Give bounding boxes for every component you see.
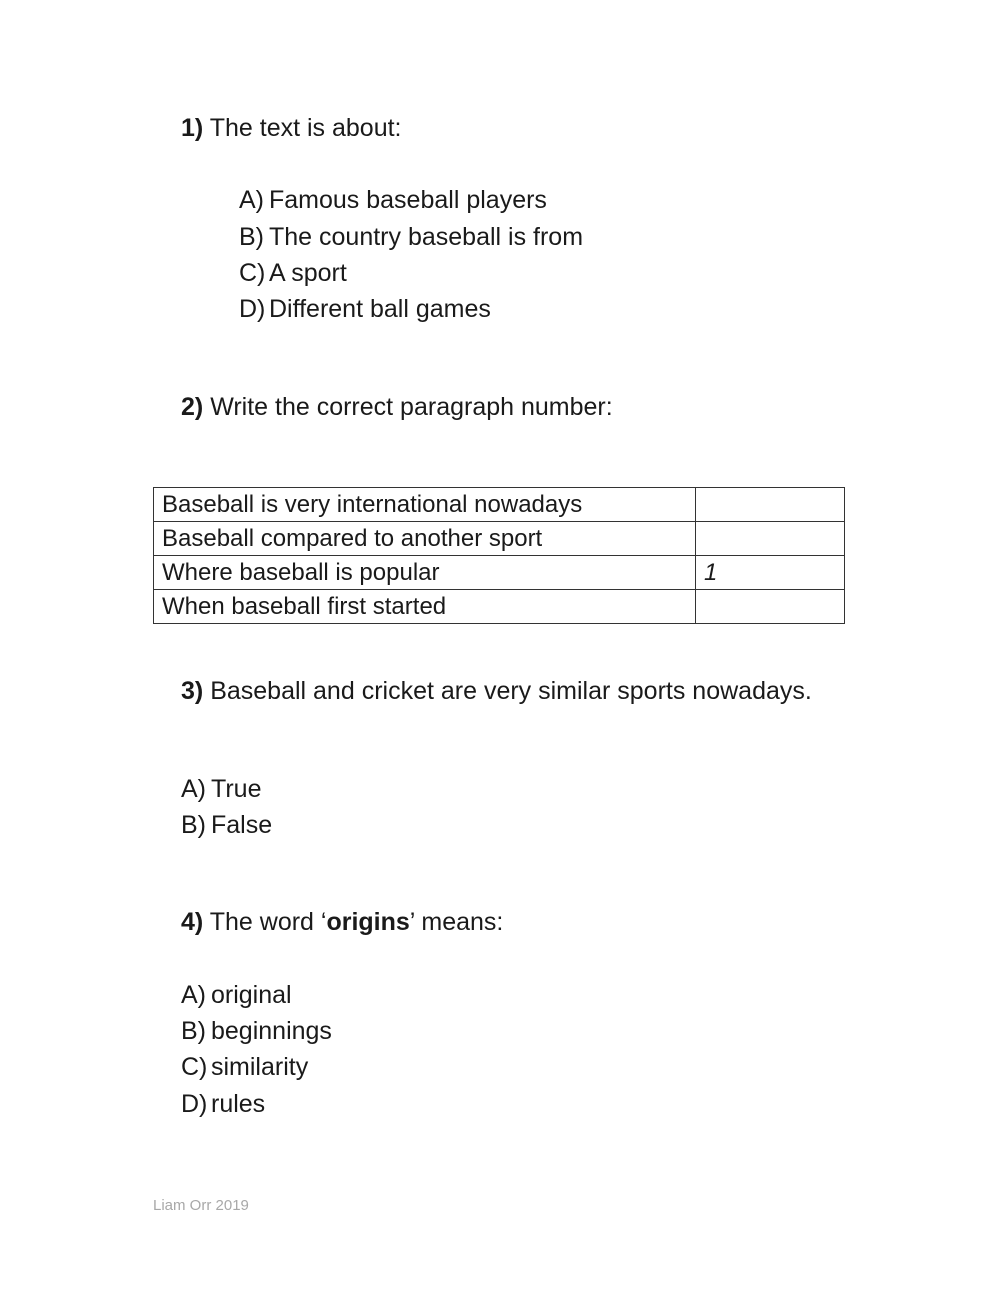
question-2-title — [181, 392, 613, 422]
statement-cell: Baseball is very international nowadays — [154, 488, 696, 522]
option-letter: D) — [181, 1090, 208, 1118]
answer-cell[interactable] — [696, 522, 845, 556]
option-letter: C) — [239, 259, 266, 287]
option-text: rules — [211, 1090, 266, 1118]
q4-option-c[interactable] — [181, 1052, 308, 1082]
statement-cell: Where baseball is popular — [154, 556, 696, 590]
question-4-number: 4) — [181, 908, 204, 936]
table-row — [154, 590, 845, 624]
footer-credit: Liam Orr 2019 — [153, 1197, 249, 1214]
option-letter: C) — [181, 1053, 208, 1081]
option-text: The country baseball is from — [269, 223, 584, 251]
q1-option-c[interactable] — [239, 258, 347, 288]
q1-option-b[interactable] — [239, 222, 583, 252]
q1-option-d[interactable] — [239, 294, 491, 324]
option-letter: D) — [239, 295, 266, 323]
option-text: False — [211, 811, 273, 839]
option-text: similarity — [211, 1053, 309, 1081]
table-row — [154, 556, 845, 590]
question-2-number: 2) — [181, 393, 204, 421]
statement-cell: Baseball compared to another sport — [154, 522, 696, 556]
option-letter: B) — [181, 1017, 206, 1045]
option-letter: A) — [181, 981, 206, 1009]
question-3-title — [181, 676, 812, 706]
q3-option-b[interactable] — [181, 810, 272, 840]
q1-option-a[interactable] — [239, 185, 547, 215]
option-text: True — [211, 775, 262, 803]
q3-option-a[interactable] — [181, 774, 261, 804]
option-letter: B) — [181, 811, 206, 839]
question-2-text: Write the correct paragraph number: — [210, 393, 613, 421]
question-3-text: Baseball and cricket are very similar sports nowadays. — [210, 677, 812, 705]
answer-cell[interactable] — [696, 590, 845, 624]
option-text: beginnings — [211, 1017, 332, 1045]
question-4-text-before: The word ‘ — [209, 908, 327, 936]
answer-cell[interactable]: 1 — [696, 556, 845, 590]
question-1-title — [181, 113, 402, 143]
option-letter: A) — [181, 775, 206, 803]
q4-option-d[interactable] — [181, 1089, 265, 1119]
option-text: Famous baseball players — [269, 186, 547, 214]
question-4-title — [181, 907, 503, 937]
option-letter: A) — [239, 186, 264, 214]
table-row — [154, 522, 845, 556]
q4-option-a[interactable] — [181, 980, 292, 1010]
question-3-number: 3) — [181, 677, 204, 705]
question-4-text-after: ’ means: — [409, 908, 504, 936]
question-1-text: The text is about: — [209, 114, 402, 142]
statement-cell: When baseball first started — [154, 590, 696, 624]
option-letter: B) — [239, 223, 264, 251]
table-row — [154, 488, 845, 522]
paragraph-match-table — [153, 487, 845, 624]
q4-option-b[interactable] — [181, 1016, 332, 1046]
question-1-number: 1) — [181, 114, 204, 142]
option-text: Different ball games — [269, 295, 491, 323]
option-text: A sport — [269, 259, 347, 287]
answer-cell[interactable] — [696, 488, 845, 522]
option-text: original — [211, 981, 292, 1009]
question-4-keyword: origins — [326, 908, 410, 936]
